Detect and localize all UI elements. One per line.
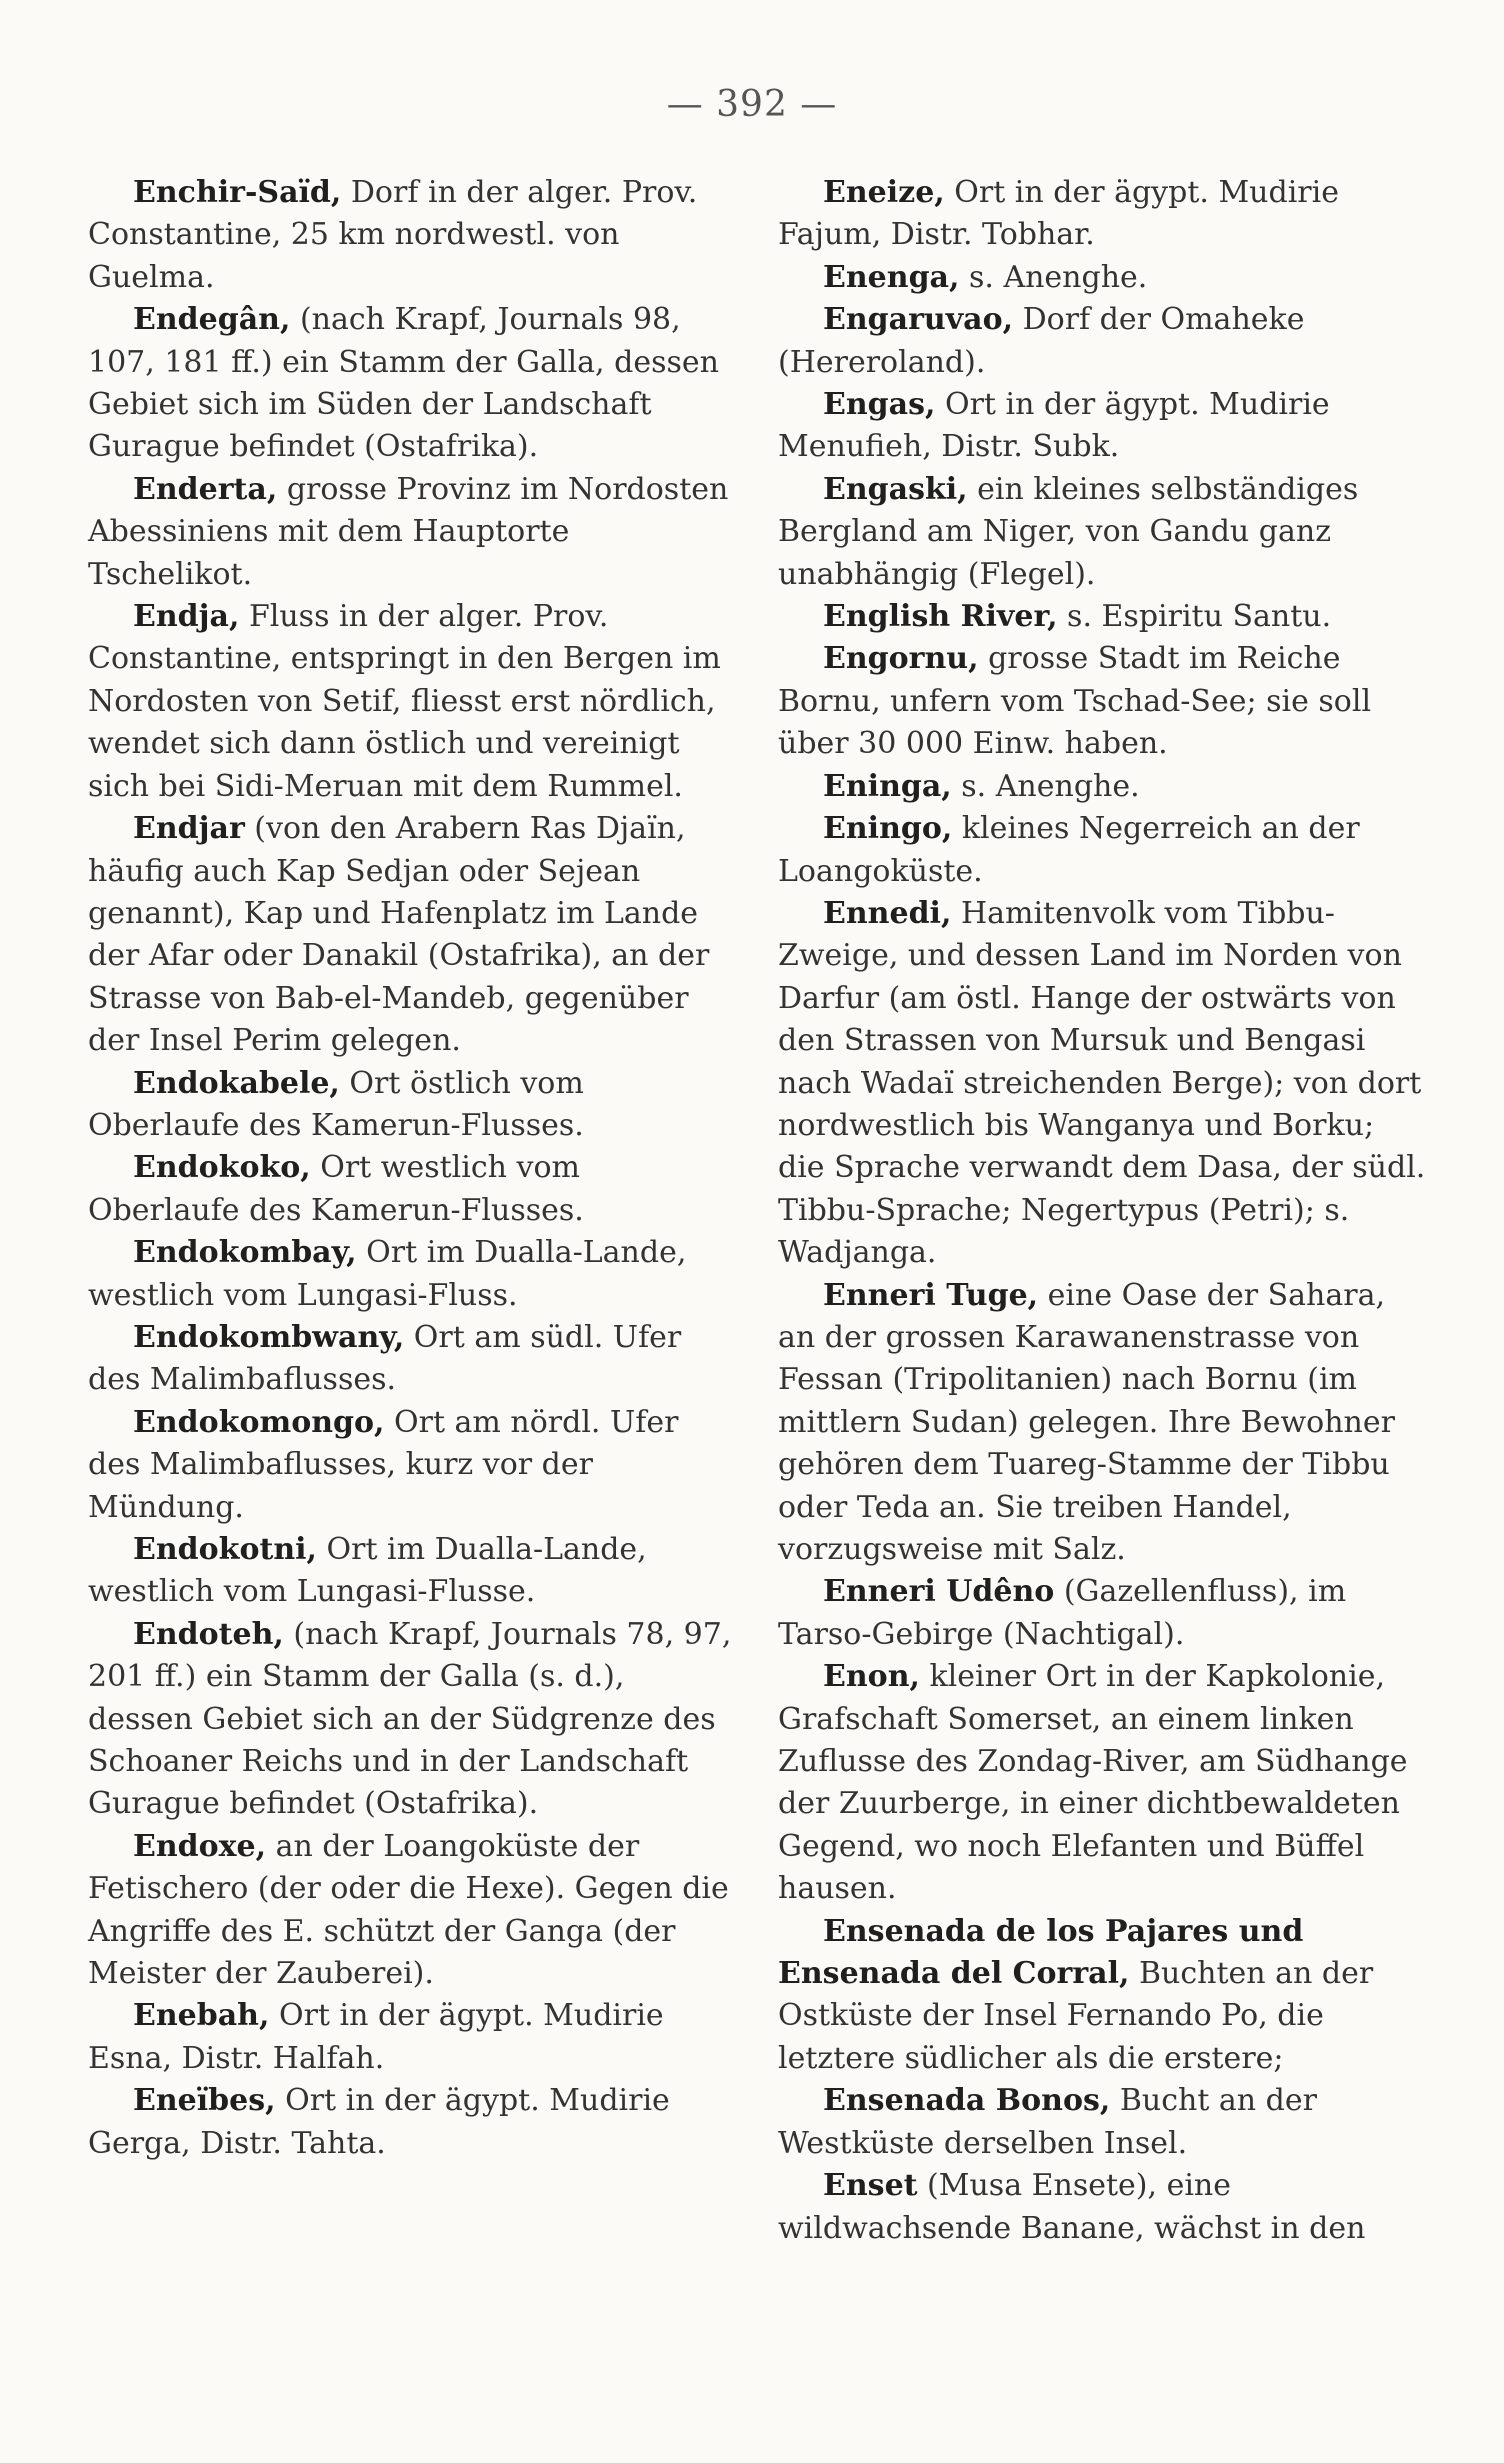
entry-text: Ort im Dualla-Lande, westlich vom Lungasi-Flusse. [88, 1532, 647, 1610]
entry-text: Ort westlich vom Oberlaufe des Kamerun-Flusses. [88, 1150, 584, 1228]
entry-text: Dorf in der alger. Prov. Constantine, 25 km nordwestl. von Guelma. [88, 175, 698, 295]
entry-headword: Enon, [823, 1659, 920, 1695]
entry-headword: Endokotni, [133, 1532, 317, 1567]
left-column [88, 172, 738, 2165]
entry-text: Ort östlich vom Oberlaufe des Kamerun-Flusses. [88, 1065, 584, 1143]
dictionary-entry [88, 1614, 738, 1826]
dictionary-entry [778, 172, 1428, 257]
entry-headword: Endokomongo, [133, 1404, 385, 1440]
entry-headword: Endokombwany, [133, 1319, 405, 1355]
dictionary-entry [88, 1529, 738, 1614]
entry-headword: Enenga, [823, 259, 960, 295]
dictionary-entry [88, 1232, 738, 1317]
entry-text: (Gazellenfluss), im Tarso-Gebirge (Nachtigal). [778, 1574, 1347, 1652]
entry-headword: Engaski, [823, 471, 968, 507]
dictionary-entry [778, 2080, 1428, 2165]
entry-headword: Endegân, [133, 302, 291, 338]
entry-text: (nach Krapf, Journals 98, 107, 181 ff.) ein Stamm der Galla, dessen Gebiet sich im Süden der Landschaft Gurague befindet (Ostafrika). [88, 302, 719, 465]
entry-text: Hamitenvolk vom Tibbu-Zweige, und dessen Land im Norden von Darfur (am östl. Hange der ostwärts von den Strassen von Mursuk und Bengasi nach Wadaï streichenden Berge); von dort nordwestlich bis Wanganya und Borku; die Sprache verwandt dem Dasa, der südl. Tibbu-Sprache; Negertypus (Petri); s. Wadjanga. [778, 895, 1426, 1271]
entry-text: (nach Krapf, Journals 78, 97, 201 ff.) ein Stamm der Galla (s. d.), dessen Gebiet sich an der Südgrenze des Schoaner Reichs und in der Landschaft Gurague befindet (Ostafrika). [88, 1616, 732, 1822]
dictionary-entry [88, 1826, 738, 1996]
dictionary-entry [88, 808, 738, 1062]
dictionary-entry [88, 299, 738, 469]
entry-text: Ort in der ägypt. Mudirie Gerga, Distr. Tahta. [88, 2083, 670, 2161]
entry-headword: Enneri Tuge, [823, 1277, 1039, 1313]
entry-text: Ort im Dualla-Lande, westlich vom Lungasi-Fluss. [88, 1235, 687, 1313]
entry-text: (Musa Ensete), eine wildwachsende Banane, wächst in den [778, 2168, 1366, 2246]
entry-text: Ort in der ägypt. Mudirie Esna, Distr. Halfah. [88, 1998, 664, 2076]
dictionary-entry [778, 1571, 1428, 1656]
entry-text: grosse Provinz im Nordosten Abessiniens mit dem Hauptorte Tschelikot. [88, 471, 729, 592]
dictionary-entry [88, 1995, 738, 2080]
entry-headword: Enchir-Saïd, [133, 175, 342, 210]
dictionary-entry [88, 1063, 738, 1148]
entry-headword: Endja, [133, 599, 240, 635]
entry-headword: Ensenada de los Pajares und Ensenada del Corral, [778, 1913, 1304, 1992]
entry-text: Ort am südl. Ufer des Malimbaflusses. [88, 1319, 682, 1398]
entry-text: Bucht an der Westküste derselben Insel. [778, 2083, 1317, 2161]
dictionary-entry [778, 1275, 1428, 1572]
entry-text: kleines Negerreich an der Loangoküste. [778, 811, 1360, 889]
entry-headword: Eneize, [823, 175, 945, 210]
entry-text: s. Anenghe. [951, 768, 1140, 804]
dictionary-entry [778, 257, 1428, 299]
entry-headword: Endokombay, [133, 1235, 357, 1271]
entry-text: Ort in der ägypt. Mudirie Fajum, Distr. Tobhar. [778, 175, 1339, 253]
entry-text: (von den Arabern Ras Djaïn, häufig auch Kap Sedjan oder Sejean genannt), Kap und Hafenplatz im Lande der Afar oder Danakil (Ostafrika), an der Strasse von Bab-el-Mandeb, gegenüber der Insel Perim gelegen. [88, 811, 710, 1059]
entry-text: kleiner Ort in der Kapkolonie, Grafschaft Somerset, an einem linken Zuflusse des Zondag-River, am Südhange der Zuurberge, in einer dichtbewaldeten Gegend, wo noch Elefanten und Büffel hausen. [778, 1659, 1408, 1907]
entry-headword: Ennedi, [823, 895, 952, 931]
entry-text: ein kleines selbständiges Bergland am Niger, von Gandu ganz unabhängig (Flegel). [778, 471, 1359, 592]
dictionary-entry [88, 1147, 738, 1232]
dictionary-entry [88, 2080, 738, 2165]
entry-text: s. Espiritu Santu. [1057, 599, 1332, 635]
dictionary-entry [778, 384, 1428, 469]
dictionary-entry [778, 596, 1428, 638]
entry-headword: Enneri Udêno [823, 1574, 1055, 1610]
entry-text: Ort am nördl. Ufer des Malimbaflusses, kurz vor der Mündung. [88, 1404, 679, 1525]
entry-headword: English River, [823, 599, 1058, 635]
right-column [778, 172, 1428, 2250]
entry-headword: Endjar [133, 811, 245, 847]
entry-headword: Ensenada Bonos, [823, 2083, 1111, 2119]
page-number: — 392 — [666, 84, 838, 125]
dictionary-entry [88, 596, 738, 808]
entry-headword: Enebah, [133, 1998, 270, 2034]
entry-headword: Eninga, [823, 768, 952, 804]
entry-text: an der Loangoküste der Fetischero (der oder die Hexe). Gegen die Angriffe des E. schützt der Ganga (der Meister der Zauberei). [88, 1828, 729, 1992]
dictionary-entry [778, 299, 1428, 384]
dictionary-entry [778, 766, 1428, 808]
dictionary-entry [778, 2165, 1428, 2250]
entry-text: grosse Stadt im Reiche Bornu, unfern vom Tschad-See; sie soll über 30 000 Einw. haben. [778, 641, 1372, 762]
dictionary-entry [778, 1911, 1428, 2081]
entry-text: s. Anenghe. [959, 259, 1148, 295]
entry-headword: Enderta, [133, 471, 278, 507]
entry-text: Fluss in der alger. Prov. Constantine, entspringt in den Bergen im Nordosten von Setif, fliesst erst nördlich, wendet sich dann östlich und vereinigt sich bei Sidi-Meruan mit dem Rummel. [88, 599, 721, 804]
entry-headword: Enset [823, 2168, 918, 2204]
dictionary-entry [778, 638, 1428, 765]
entry-headword: Engornu, [823, 641, 979, 677]
entry-headword: Endoxe, [133, 1828, 267, 1864]
entry-text: eine Oase der Sahara, an der grossen Karawanenstrasse von Fessan (Tripolitanien) nach Bornu (im mittlern Sudan) gelegen. Ihre Bewohner gehören dem Tuareg-Stamme der Tibbu oder Teda an. Sie treiben Handel, vorzugsweise mit Salz. [778, 1277, 1395, 1567]
entry-headword: Endokabele, [133, 1065, 340, 1101]
entry-headword: Endokoko, [133, 1150, 311, 1186]
dictionary-entry [88, 1402, 738, 1529]
dictionary-entry [88, 1317, 738, 1402]
entry-headword: Eneïbes, [133, 2083, 276, 2119]
entry-text: Buchten an der Ostküste der Insel Fernando Po, die letztere südlicher als die erstere; [778, 1956, 1374, 2076]
entry-headword: Engas, [823, 387, 936, 423]
dictionary-entry [778, 1656, 1428, 1910]
dictionary-entry [778, 808, 1428, 893]
entry-headword: Endoteh, [133, 1616, 284, 1652]
entry-text: Ort in der ägypt. Mudirie Menufieh, Distr. Subk. [778, 387, 1330, 465]
entry-headword: Engaruvao, [823, 302, 1014, 338]
entry-headword: Eningo, [823, 811, 953, 847]
dictionary-entry [88, 469, 738, 596]
entry-text: Dorf der Omaheke (Hereroland). [778, 302, 1305, 380]
dictionary-entry [88, 172, 738, 299]
dictionary-entry [778, 469, 1428, 596]
dictionary-entry [778, 893, 1428, 1275]
